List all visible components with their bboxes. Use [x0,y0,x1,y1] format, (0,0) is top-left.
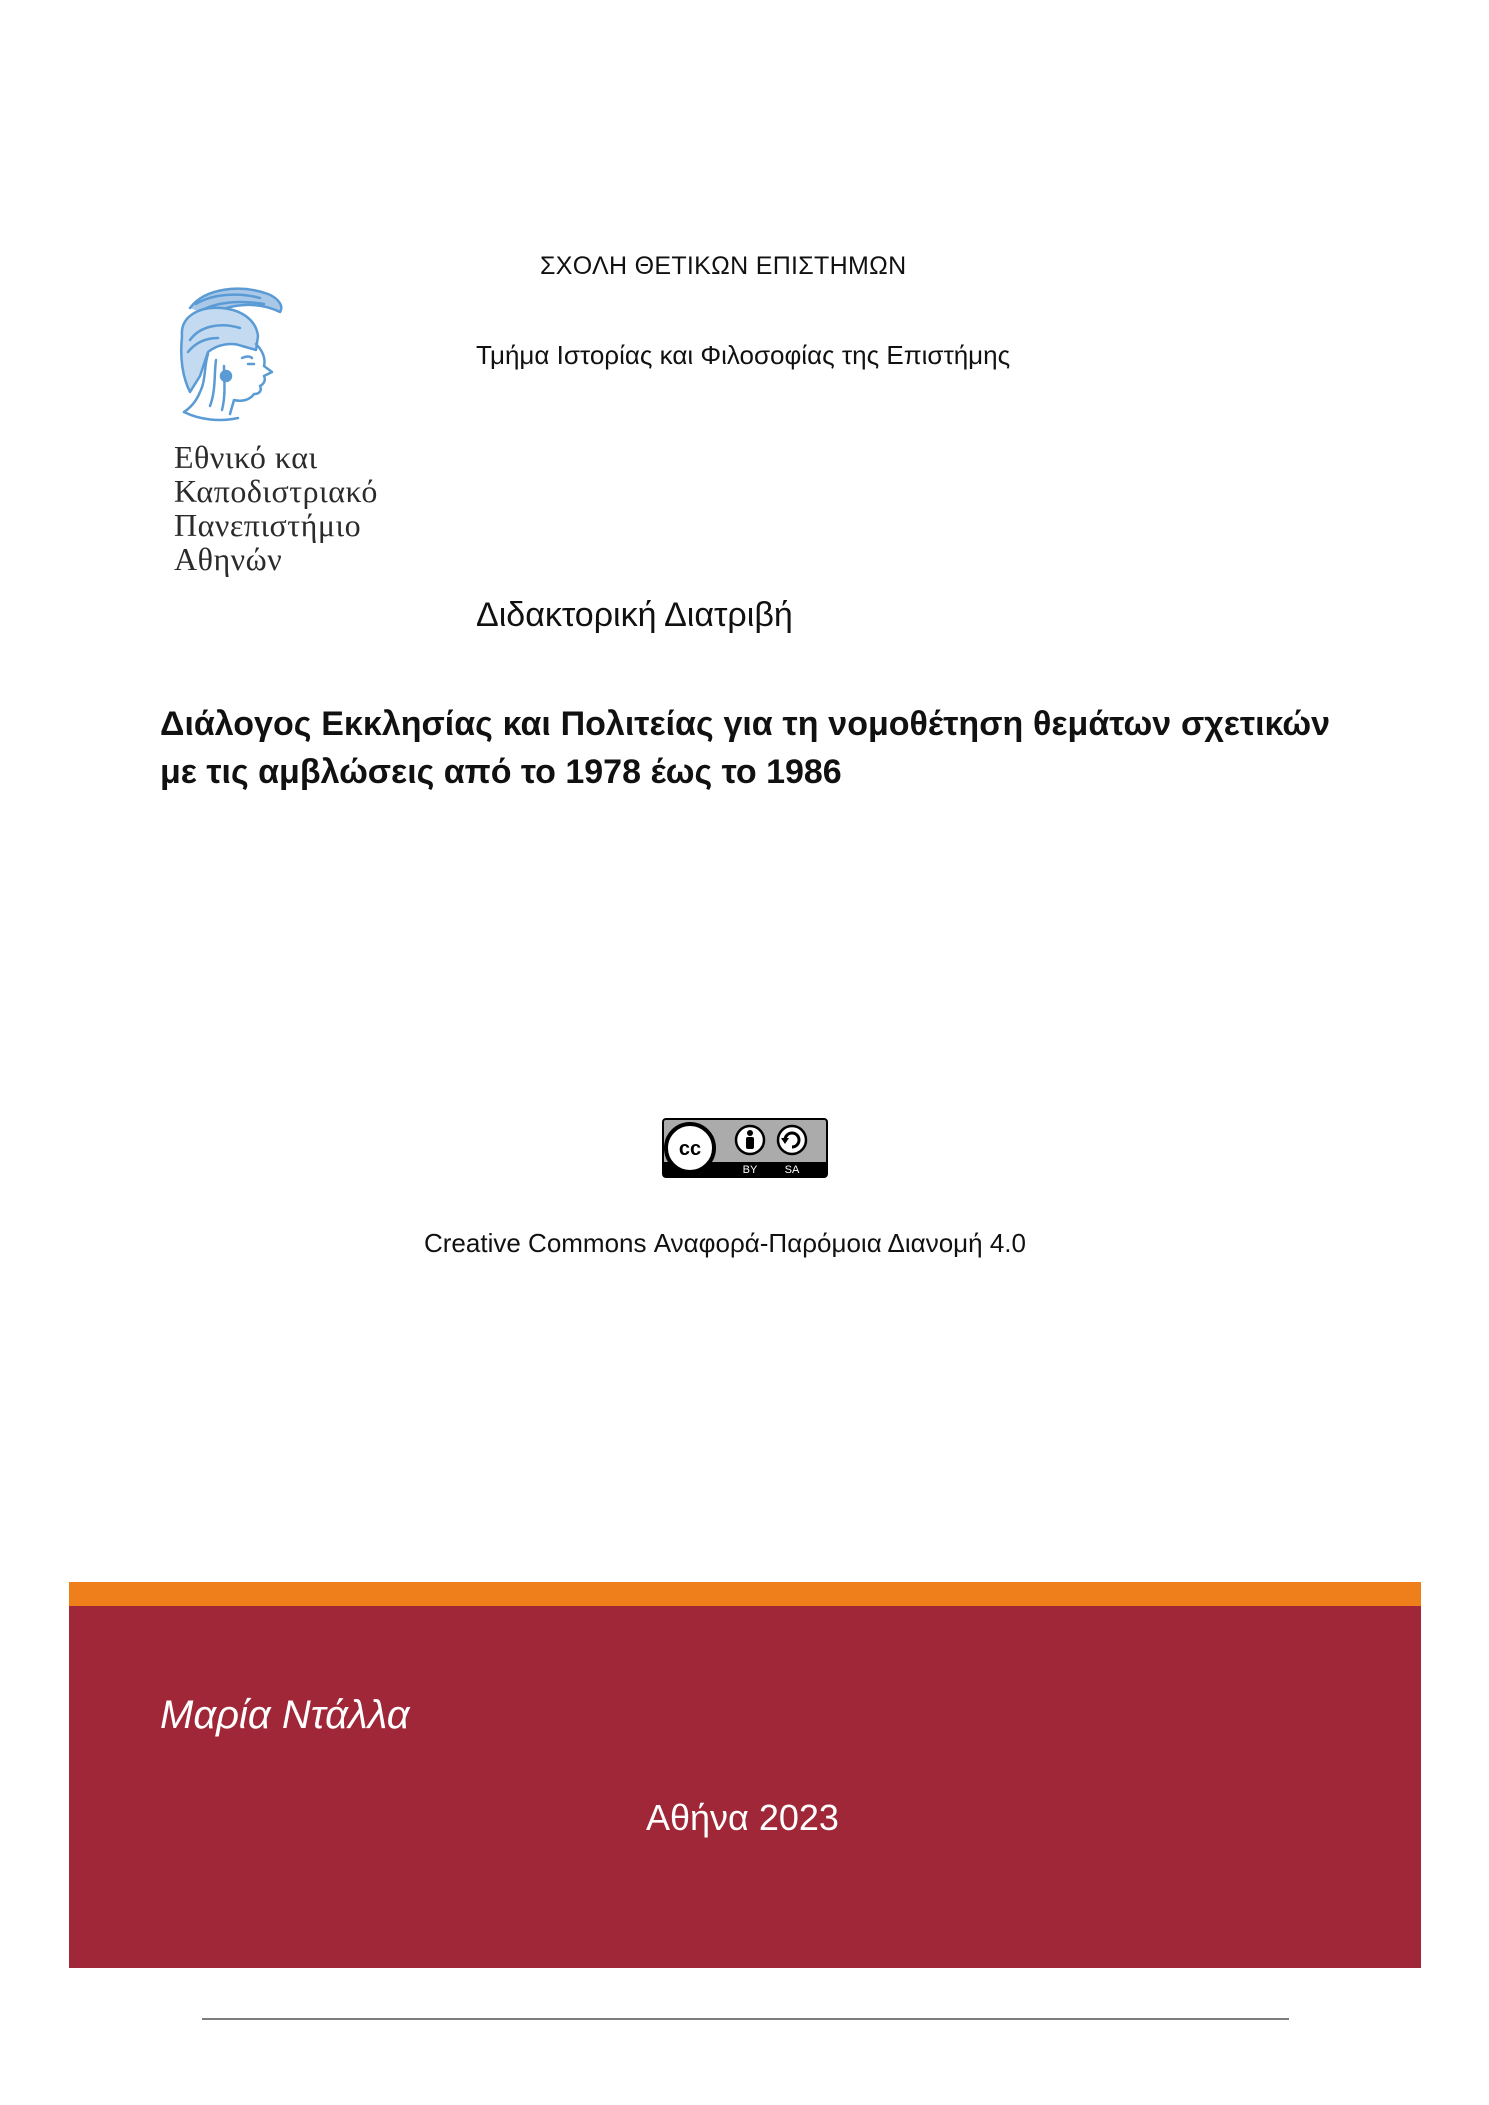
university-name-line: Αθηνών [174,541,283,577]
department-name: Τμήμα Ιστορίας και Φιλοσοφίας της Επιστήμης [476,340,1011,370]
university-name-line: Καποδιστριακό [174,473,378,509]
cc-by-sa-badge[interactable] [662,1118,828,1178]
accent-bar [69,1582,1421,1606]
author-name: Μαρία Ντάλλα [160,1693,410,1737]
sa-label: SA [784,1164,800,1176]
athena-head-icon [160,280,310,430]
university-name-line: Πανεπιστήμιο [174,507,362,543]
by-label: BY [742,1164,758,1176]
footer-divider [202,2018,1289,2020]
cc-label: cc [678,1138,702,1160]
thesis-type: Διδακτορική Διατριβή [476,596,793,634]
author-block [69,1606,1421,1968]
cc-by-sa-icon [662,1118,828,1178]
university-name [174,440,378,576]
thesis-title: Διάλογος Εκκλησίας και Πολιτείας για τη νομοθέτηση θεμάτων σχετικών με τις αμβλώσεις από το 1978 έως το 1986 [160,705,1330,791]
school-name: ΣΧΟΛΗ ΘΕΤΙΚΩΝ ΕΠΙΣΤΗΜΩΝ [540,252,907,280]
place-year: Αθήνα 2023 [646,1797,839,1838]
license-text: Creative Commons Αναφορά-Παρόμοια Διανομή 4.0 [424,1228,1026,1258]
university-name-line: Εθνικό και [174,439,318,475]
